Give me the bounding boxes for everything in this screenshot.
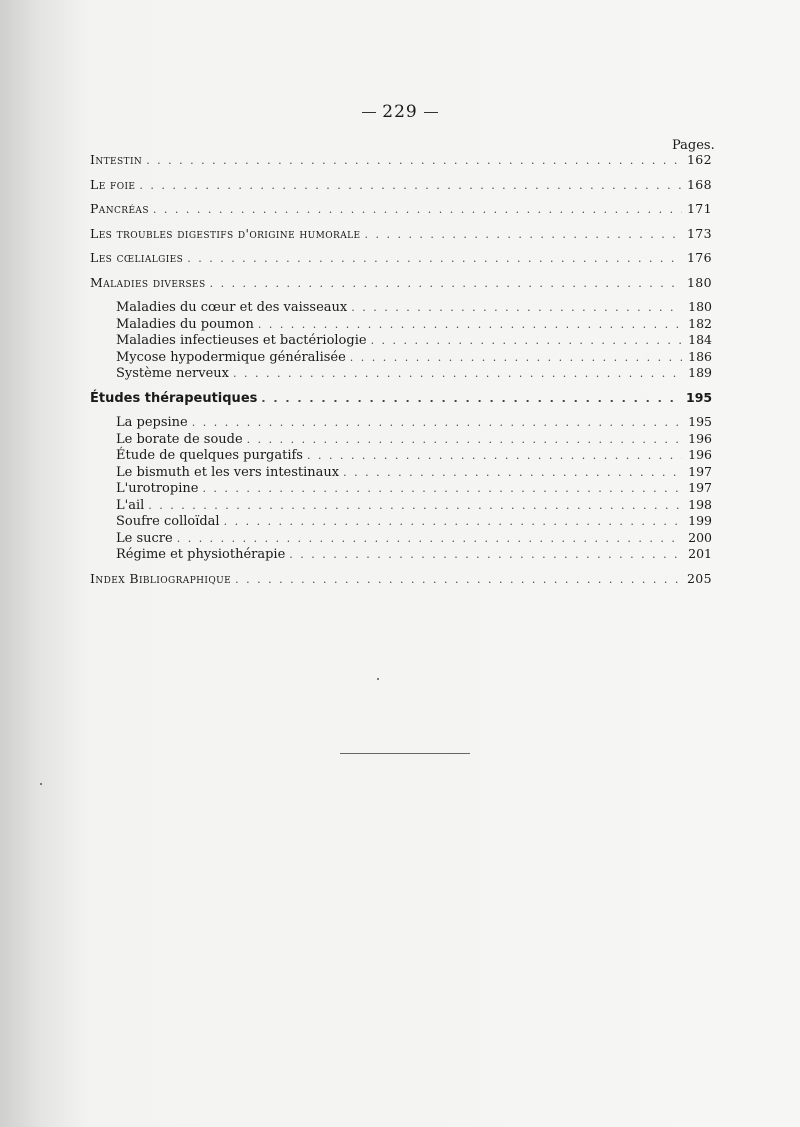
pages-column-label: Pages. [672, 138, 715, 153]
toc-entry [90, 332, 712, 349]
toc-entry-label: Le bismuth et les vers intestinaux [116, 464, 340, 480]
toc-entry-label: Le sucre [116, 530, 173, 546]
toc-entry-label: Intestin [90, 152, 143, 167]
row-gap [90, 563, 712, 571]
dash-left [362, 112, 376, 113]
toc-entry-page: 199 [688, 513, 712, 528]
toc-entry-label: Mycose hypodermique généralisée [116, 349, 346, 365]
dot-leader [210, 276, 682, 293]
table-of-contents [90, 152, 712, 587]
toc-entry [90, 571, 712, 588]
toc-entry-page: 182 [688, 315, 712, 331]
toc-entry-label: Le foie [90, 176, 136, 192]
row-gap [90, 267, 712, 275]
toc-entry [90, 250, 712, 267]
toc-entry-label: Étude de quelques purgatifs [116, 448, 303, 463]
dot-leader [307, 448, 682, 465]
dot-leader [187, 251, 682, 268]
toc-entry [90, 480, 712, 497]
row-gap [90, 193, 712, 201]
toc-entry [90, 390, 712, 407]
toc-entry-label: Maladies diverses [90, 274, 206, 290]
toc-entry [90, 299, 712, 316]
dot-leader [364, 227, 682, 244]
toc-entry-label: Maladies du cœur et des vaisseaux [116, 300, 348, 315]
toc-entry-page: 196 [688, 447, 712, 462]
toc-entry-page: 197 [688, 463, 712, 479]
toc-entry-page: 180 [686, 274, 712, 290]
toc-entry-page: 162 [686, 152, 712, 167]
toc-entry-page: 205 [686, 570, 712, 586]
dot-leader [139, 178, 682, 195]
toc-entry-label: Maladies du poumon [116, 316, 254, 332]
toc-entry [90, 201, 712, 218]
row-gap [90, 406, 712, 414]
toc-entry-label: Études thérapeutiques [90, 390, 258, 406]
toc-entry [90, 177, 712, 194]
toc-entry [90, 365, 712, 382]
dot-leader [247, 432, 682, 449]
toc-entry-page: 195 [688, 414, 712, 429]
dot-leader [202, 481, 682, 498]
toc-entry-page: 168 [686, 176, 712, 192]
dot-leader [261, 391, 682, 408]
toc-entry-page: 189 [688, 365, 712, 380]
page-number-text: 229 [382, 102, 418, 122]
dot-leader [146, 153, 682, 170]
dash-right [424, 112, 438, 113]
toc-entry-label: Régime et physiothérapie [116, 547, 286, 562]
toc-entry-page: 180 [688, 299, 712, 314]
paper-speck [377, 678, 379, 680]
dot-leader [148, 498, 682, 515]
row-gap [90, 218, 712, 226]
toc-entry-label: Pancréas [90, 201, 149, 216]
toc-entry [90, 431, 712, 448]
dot-leader [258, 317, 682, 334]
dot-leader [153, 202, 682, 219]
toc-entry [90, 316, 712, 333]
row-gap [90, 242, 712, 250]
row-gap [90, 169, 712, 177]
dot-leader [224, 514, 682, 531]
toc-entry-page: 184 [688, 332, 712, 347]
paper-speck [40, 783, 42, 785]
toc-entry [90, 414, 712, 431]
toc-entry [90, 275, 712, 292]
toc-entry [90, 464, 712, 481]
toc-entry-label: Soufre colloïdal [116, 514, 220, 529]
page-number [0, 102, 800, 122]
toc-entry-page: 197 [688, 480, 712, 495]
dot-leader [351, 300, 682, 317]
dot-leader [343, 465, 682, 482]
dot-leader [371, 333, 682, 350]
toc-entry [90, 530, 712, 547]
dot-leader [177, 531, 682, 548]
row-gap [90, 382, 712, 390]
toc-entry-page: 171 [686, 201, 712, 216]
toc-entry-label: Le borate de soude [116, 431, 243, 447]
dot-leader [233, 366, 682, 383]
toc-entry [90, 152, 712, 169]
toc-entry-label: L'ail [116, 497, 145, 513]
toc-entry [90, 513, 712, 530]
toc-entry-page: 201 [688, 546, 712, 561]
toc-entry-page: 196 [688, 430, 712, 446]
toc-entry-label: Index Bibliographique [90, 570, 232, 586]
toc-entry-label: L'urotropine [116, 481, 199, 496]
toc-entry [90, 226, 712, 243]
dot-leader [235, 572, 682, 589]
toc-entry-label: Maladies infectieuses et bactériologie [116, 333, 367, 348]
toc-entry-page: 176 [686, 250, 712, 265]
toc-entry-page: 198 [688, 496, 712, 512]
dot-leader [192, 415, 682, 432]
toc-entry [90, 349, 712, 366]
end-divider [340, 753, 470, 754]
dot-leader [350, 350, 682, 367]
toc-entry [90, 497, 712, 514]
row-gap [90, 291, 712, 299]
toc-entry-page: 173 [686, 225, 712, 241]
toc-entry [90, 546, 712, 563]
toc-entry-label: Les troubles digestifs d'origine humorale [90, 225, 361, 241]
toc-entry-page: 200 [688, 529, 712, 545]
toc-entry-label: Système nerveux [116, 366, 230, 381]
dot-leader [289, 547, 682, 564]
toc-entry-label: Les cœlialgies [90, 250, 184, 265]
toc-entry-page: 195 [686, 389, 713, 405]
toc-entry-label: La pepsine [116, 415, 188, 430]
toc-entry [90, 447, 712, 464]
toc-entry-page: 186 [688, 348, 712, 364]
